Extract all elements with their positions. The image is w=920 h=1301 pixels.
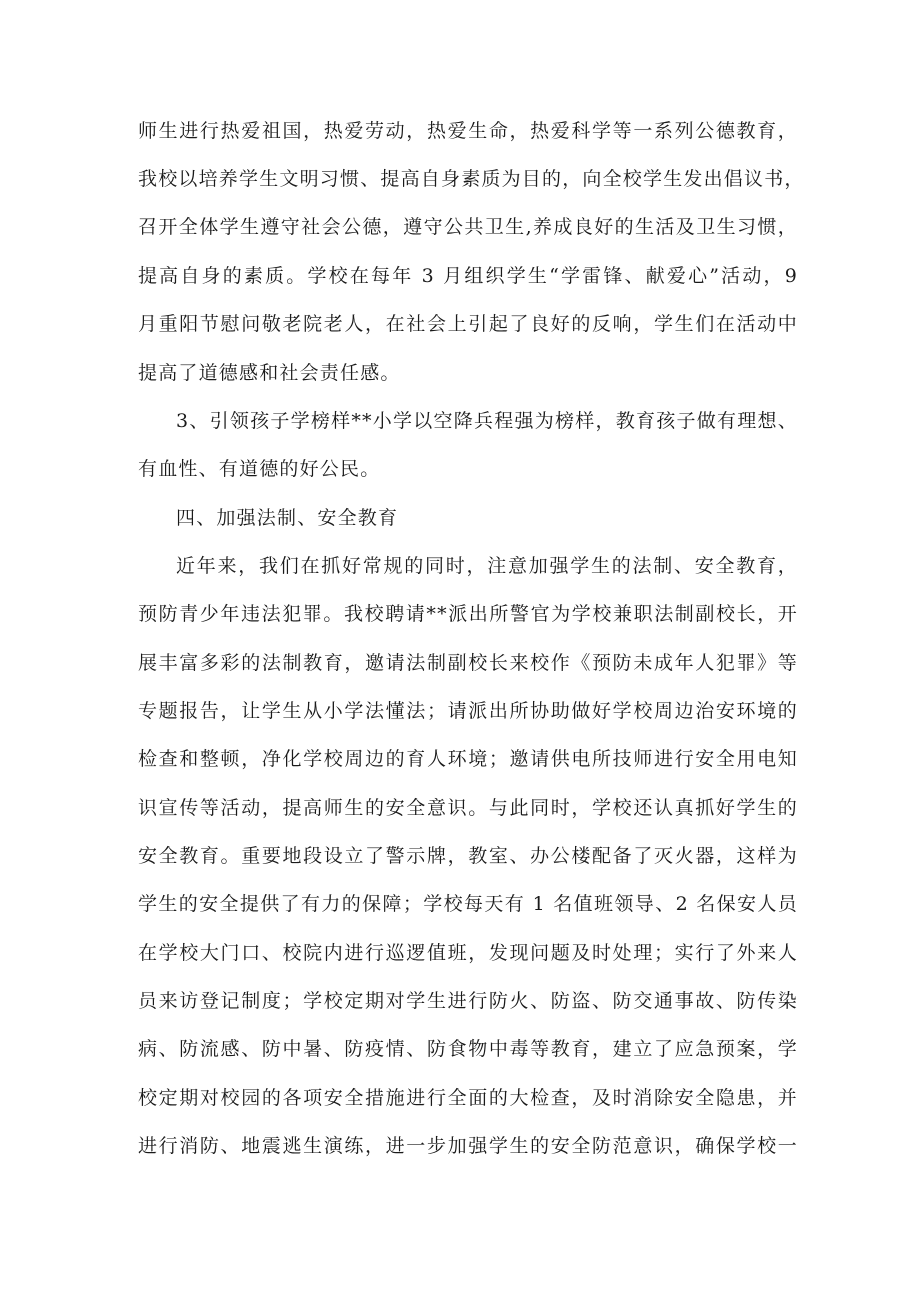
para1-line-5: 月重阳节慰问敬老院老人，在社会上引起了良好的反响，学生们在活动中 [138,313,798,335]
para3-line-5: 检查和整顿，净化学校周边的育人环境；邀请供电所技师进行安全用电知 [138,748,798,770]
para3-line-3: 展丰富多彩的法制教育，邀请法制副校长来校作《预防未成年人犯罪》等 [138,652,798,674]
para3-line-7: 安全教育。重要地段设立了警示牌，教室、办公楼配备了灭火器，这样为 [138,845,798,867]
para3-line-10: 员来访登记制度；学校定期对学生进行防火、防盗、防交通事故、防传染 [138,990,798,1012]
para1-line-1: 师生进行热爱祖国，热爱劳动，热爱生命，热爱科学等一系列公德教育， [138,120,798,142]
para3-line-13: 进行消防、地震逃生演练，进一步加强学生的安全防范意识，确保学校一 [138,1135,798,1157]
para3-line-2: 预防青少年违法犯罪。我校聘请**派出所警官为学校兼职法制副校长，开 [138,603,798,625]
para3-line-9: 在学校大门口、校院内进行巡逻值班，发现问题及时处理；实行了外来人 [138,942,798,964]
para3-line-8: 学生的安全提供了有力的保障；学校每天有 1 名值班领导、2 名保安人员 [138,893,798,915]
para3-line-6: 识宣传等活动，提高师生的安全意识。与此同时，学校还认真抓好学生的 [138,797,798,819]
para3-line-11: 病、防流感、防中暑、防疫情、防食物中毒等教育，建立了应急预案，学 [138,1038,798,1060]
para1-line-3: 召开全体学生遵守社会公德，遵守公共卫生,养成良好的生活及卫生习惯， [138,216,798,238]
para2-line-2: 有血性、有道德的好公民。 [138,458,381,480]
section-heading: 四、加强法制、安全教育 [176,507,399,529]
para1-line-6: 提高了道德感和社会责任感。 [138,362,401,384]
para1-line-2: 我校以培养学生文明习惯、提高自身素质为目的，向全校学生发出倡议书， [138,168,805,190]
para2-line-1: 3、引领孩子学榜样**小学以空降兵程强为榜样，教育孩子做有理想、 [176,410,798,432]
para3-line-12: 校定期对校园的各项安全措施进行全面的大检查，及时消除安全隐患，并 [138,1087,798,1109]
para3-line-4: 专题报告，让学生从小学法懂法；请派出所协助做好学校周边治安环境的 [138,700,798,722]
para1-line-4: 提高自身的素质。学校在每年 3 月组织学生“学雷锋、献爱心”活动，9 [138,265,798,287]
para3-line-1: 近年来，我们在抓好常规的同时，注意加强学生的法制、安全教育， [176,555,798,577]
